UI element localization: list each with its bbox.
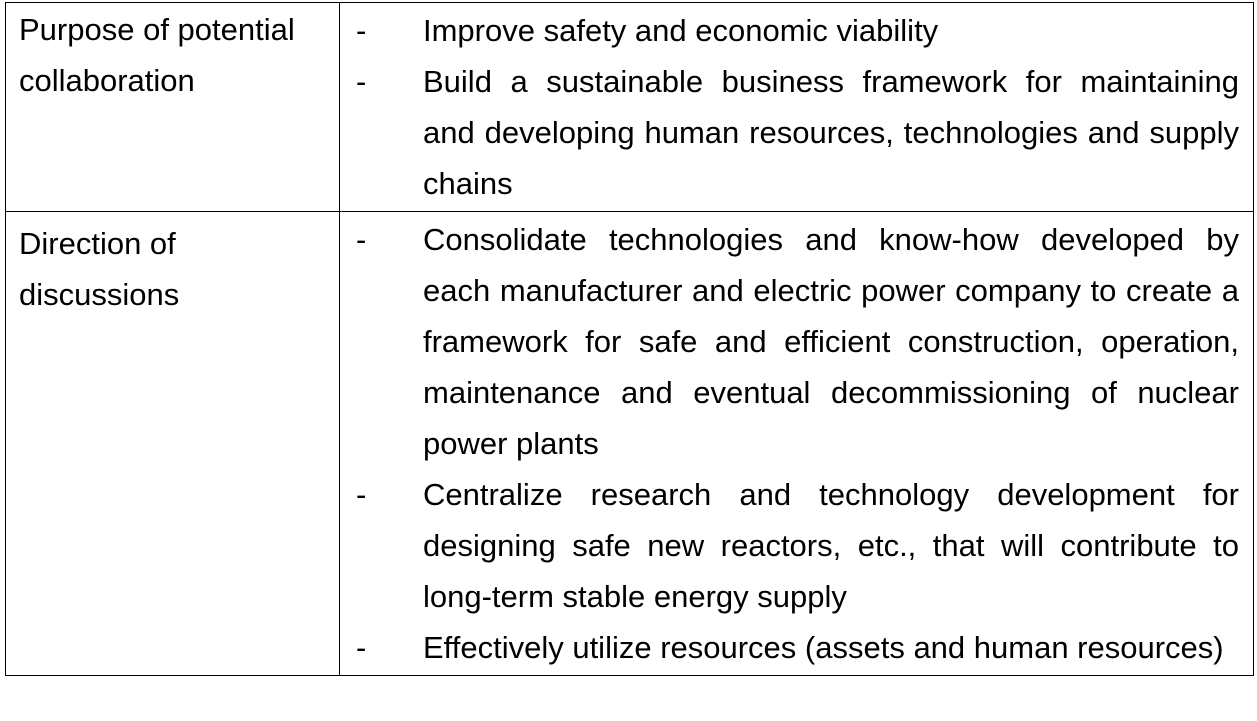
bullet-text: Consolidate technologies and know-how developed by each manufacturer and electric power company to create a framework for safe and efficient construction, operation, maintenance and eventual decommissioning of nuclear power plants [423, 222, 1239, 461]
collaboration-table [5, 2, 1254, 676]
row-label-direction: Direction of discussions [6, 212, 340, 676]
row-content-direction [340, 212, 1254, 676]
row-content-purpose [340, 3, 1254, 212]
bullet-item [340, 214, 1239, 469]
bullet-text: Build a sustainable business framework for maintaining and developing human resources, technologies and supply chains [423, 64, 1239, 201]
bullet-marker: - [356, 477, 367, 512]
table-row-purpose [6, 3, 1254, 212]
bullet-marker: - [356, 64, 367, 99]
bullet-text: Centralize research and technology development for designing safe new reactors, etc., that will contribute to long-term stable energy supply [423, 477, 1239, 614]
table-row-direction [6, 212, 1254, 676]
bullet-marker: - [356, 13, 367, 48]
bullet-marker: - [356, 630, 367, 665]
row-label-purpose: Purpose of potential collaboration [6, 3, 340, 212]
bullet-item [340, 469, 1239, 622]
bullet-text: Effectively utilize resources (assets and human resources) [423, 630, 1224, 665]
bullet-item [340, 56, 1239, 209]
bullet-item [340, 5, 1239, 56]
bullet-marker: - [356, 222, 367, 257]
bullet-text: Improve safety and economic viability [423, 13, 939, 48]
bullet-item [340, 622, 1239, 673]
